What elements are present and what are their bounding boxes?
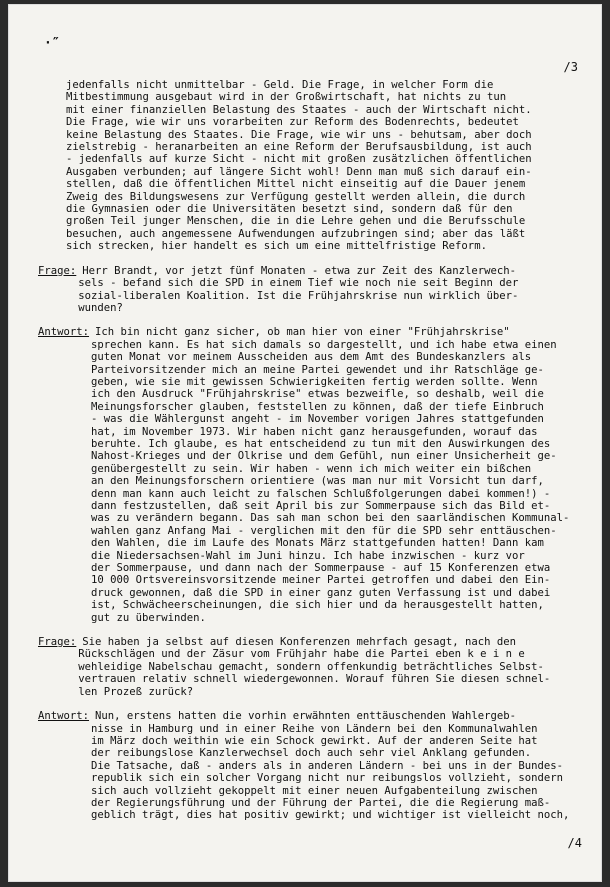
text-line: - jedenfalls auf kurze Sicht - nicht mit großen zusätzlichen öffentlichen [66,153,532,166]
text-line: ich den Ausdruck "Frühjahrskrise" etwas bezweifle, so deshalb, weil die [91,388,544,401]
text-line: der Sommerpause, und dann nach der Sommerpause - auf 15 Konferenzen etwa [91,562,551,575]
entry-text [89,710,569,822]
entry-text [76,636,550,698]
text-line: Sie haben ja selbst auf diesen Konferenzen mehrfach gesagt, nach den [82,636,516,649]
text-line: Meinungsforscher glauben, feststellen zu können, daß der tiefe Einbruch [91,400,544,413]
text-line: wehleidige Nabelschau gemacht, sondern offenkundig beträchtliches Selbst- [78,660,544,673]
text-line: an den Meinungsforschern orientiere (was man nur mit Vorsicht tun darf, [91,475,544,488]
answer-label: Antwort: [38,710,90,723]
text-line: geblich trägt, dies hat positiv gewirkt; und wichtiger ist vielleicht noch, [91,809,570,822]
text-line: zielstrebig - heranarbeiten an eine Reform der Berufsausbildung, ist auch [66,141,532,154]
text-line: die Gymnasien oder die Universitäten besetzt sind, sondern daß für den [66,203,513,216]
text-line: hat, im November 1973. Wir haben nicht ganz herausgefunden, worauf das [91,425,538,438]
document-body [38,79,598,834]
text-line: Rückschlägen und der Zäsur vom Frühjahr habe die Partei eben k e i n e [78,648,525,661]
text-line: sich strecken, hier handelt es sich um eine mittelfristige Reform. [66,240,487,253]
text-line: Mitbestimmung ausgebaut wird in der Großwirtschaft, hat nichts zu tun [66,91,507,104]
text-line: Zweig des Bildungswesens zur Verfügung gestellt werden allein, die durch [66,190,526,203]
text-line: großen Teil junger Menschen, die in die Lehre gehen und die Berufsschule [66,215,526,228]
text-line: Nun, erstens hatten die vorhin erwähnten enttäuschenden Wahlergeb- [95,710,516,723]
text-line: der Regierungsführung und der Führung der Partei, die die Regierung maß- [91,796,551,809]
text-line: nisse in Hamburg und in einer Reihe von Ländern bei den Kommunalwahlen [91,722,538,735]
text-line: dann festzustellen, daß seit April bis zur Sommerpause sich das Bild et- [91,500,551,512]
text-line: Ausgaben verbunden; auf längere Sicht wohl! Denn man muß sich darauf ein- [66,165,532,178]
answer-label: Antwort: [38,326,90,339]
text-line: stellen, daß die öffentlichen Mittel nicht einseitig auf die Dauer jenem [66,178,526,191]
text-line: besuchen, auch angemessene Aufwendungen aufzubringen sind; aber das läßt [66,227,526,240]
text-line: sprechen kann. Es hat sich damals so dargestellt, und ich habe etwa einen [91,338,557,351]
text-line: jedenfalls nicht unmittelbar - Geld. Die Frage, in welcher Form die [66,79,494,91]
question-label: Frage: [38,264,77,277]
intro-paragraph [66,79,598,253]
text-line: druck gewonnen, daß die SPD in einer ganz guten Verfassung ist und dabei [91,586,551,599]
text-line: wahlen ganz Anfang Mai - verglichen mit den für die SPD sehr enttäuschen- [91,524,557,537]
text-line: Die Frage, wie wir uns vorarbeiten zur Reform des Bodenrechts, bedeutet [66,116,519,129]
document-page [8,4,602,882]
interview-entries [38,265,598,822]
page-number-top: /3 [563,60,578,74]
text-line: Ich bin nicht ganz sicher, ob man hier von einer "Frühjahrskrise" [95,326,510,339]
text-line: keine Belastung des Staates. Die Frage, wie wir uns - behutsam, aber doch [66,128,532,141]
text-line: was zu verändern begann. Das sah man schon bei den saarländischen Kommunal- [91,512,570,525]
text-line: Herr Brandt, vor jetzt fünf Monaten - etwa zur Zeit des Kanzlerwech- [82,264,516,277]
text-line: len Prozeß zurück? [78,685,194,698]
text-line: - was die Wählergunst angeht - im November vorigen Jahres stattgefunden [91,413,544,426]
text-line: guten Monat vor meinem Ausscheiden aus dem Amt des Bundeskanzlers als [91,351,532,364]
text-line: im März doch weithin wie ein Schock gewirkt. Auf der anderen Seite hat [91,734,538,747]
text-line: Die Tatsache, daß - anders als in anderen Ländern - bei uns in der Bundes- [91,759,564,772]
question-label: Frage: [38,636,77,649]
text-line: Parteivorsitzender mich an meine Partei gewendet und ihr Ratschläge ge- [91,363,544,376]
entry-text [89,326,569,624]
question-block [38,265,598,315]
text-line: Nahost-Krieges und der Ölkrise und dem Gefühl, nun einer Unsicherheit ge- [91,450,557,463]
corner-mark: ·″ [44,36,60,51]
text-line: der reibungslose Kanzlerwechsel doch auch sehr viel Anklang gefunden. [91,747,532,760]
answer-block [38,326,598,624]
text-line: die Niedersachsen-Wahl im Juni hinzu. Ich habe inzwischen - kurz vor [91,549,525,562]
text-line: denn man kann auch leicht zu falschen Schlußfolgerungen dabei kommen!) - [91,487,551,500]
text-line: geben, wie sie mit gewissen Schwierigkeiten fertig werden sollte. Wenn [91,375,538,388]
text-line: sels - befand sich die SPD in einem Tief wie noch nie seit Beginn der [78,277,519,290]
text-line: mit einer finanziellen Belastung des Staates - auch der Wirtschaft nicht. [66,103,532,116]
text-line: ist, Schwächeerscheinungen, die sich hier und da herausgestellt hatten, [91,599,544,612]
text-line: sozial-liberalen Koalition. Ist die Frühjahrskrise nun wirklich über- [78,289,519,302]
question-block [38,636,598,698]
text-line: 10 000 Ortsvereinsvorsitzende meiner Partei getroffen und dabei den Ein- [91,574,551,587]
text-line: sich auch vollzieht gekoppelt mit einer neuen Aufgabenteilung zwischen [91,784,538,797]
text-line: den Wahlen, die im Laufe des Monats März stattgefunden hatten! Dann kam [91,537,544,550]
text-line: beruhte. Ich glaube, es hat entscheidend zu tun mit den Auswirkungen des [91,437,551,450]
text-line: vertrauen relativ schnell wiedergewonnen. Worauf führen Sie diesen schnel- [78,673,551,686]
answer-block [38,710,598,822]
page-number-bottom: /4 [567,836,582,850]
entry-text [76,265,518,315]
text-line: republik sich ein solcher Vorgang nicht nur reibungslos vollzieht, sondern [91,772,564,785]
text-line: gut zu überwinden. [91,611,206,624]
text-line: wunden? [78,301,123,314]
text-line: genübergestellt zu sein. Wir haben - wenn ich mich weiter ein bißchen [91,462,532,475]
